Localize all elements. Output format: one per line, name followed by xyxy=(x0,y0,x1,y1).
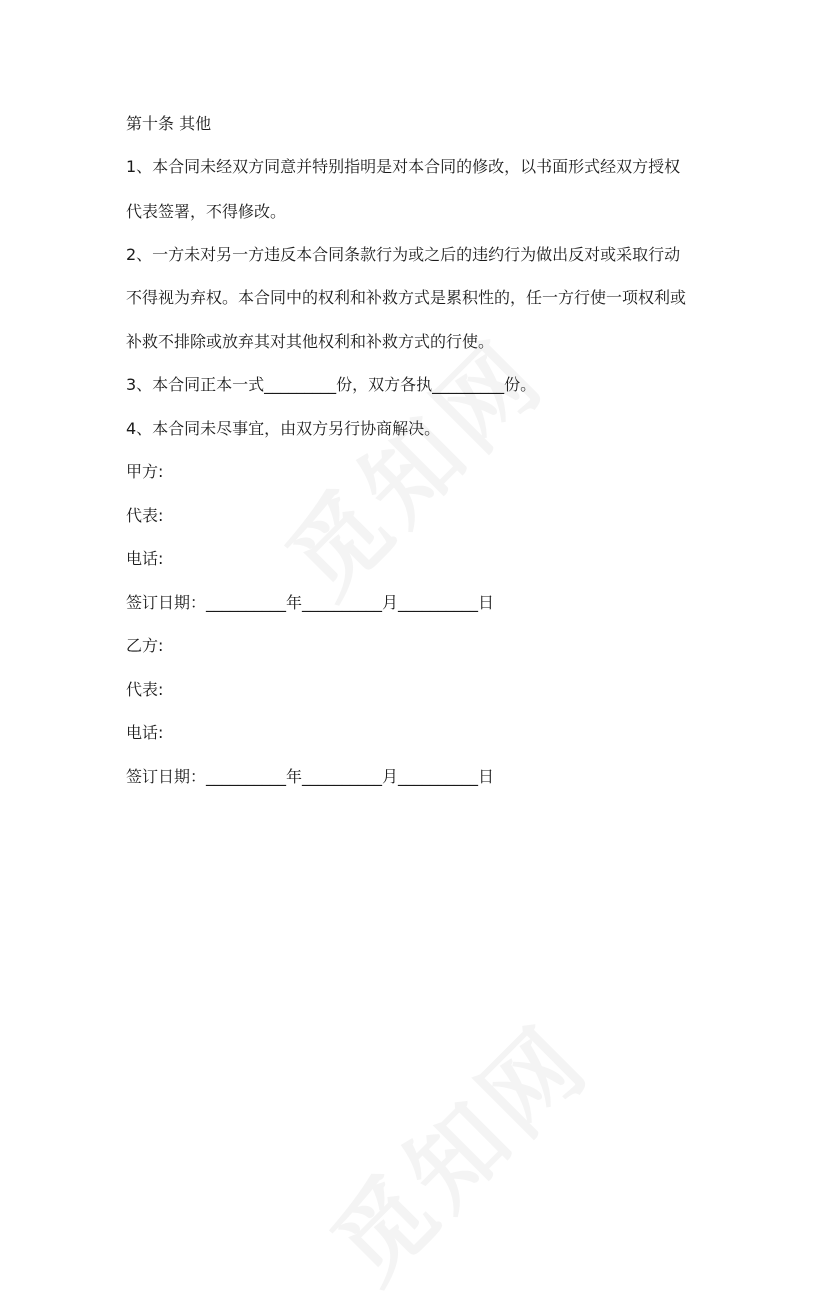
clause-2-line-1: 2、一方未对另一方违反本合同条款行为或之后的违约行为做出反对或采取行动 xyxy=(126,245,681,264)
clause-1-line-2: 代表签署，不得修改。 xyxy=(126,202,287,221)
clause-2-line-2: 不得视为弃权。本合同中的权利和补救方式是累积性的，任一方行使一项权利或 xyxy=(126,288,687,307)
watermark xyxy=(297,990,614,1307)
clause-3-line-1: 3、本合同正本一式_________份，双方各执_________份。 xyxy=(126,375,537,394)
clause-1-line-1: 1、本合同未经双方同意并特别指明是对本合同的修改，以书面形式经双方授权 xyxy=(126,157,681,176)
watermark xyxy=(252,305,569,622)
party-b-sign-date: 签订日期：__________年__________月__________日 xyxy=(126,767,495,786)
section-heading: 第十条 其他 xyxy=(126,114,212,133)
party-a-phone: 电话: xyxy=(126,549,164,568)
party-b-phone: 电话: xyxy=(126,723,164,742)
party-b-representative: 代表: xyxy=(126,680,164,699)
clause-2-line-3: 补救不排除或放弃其对其他权利和补救方式的行使。 xyxy=(126,332,495,351)
party-a-label: 甲方: xyxy=(126,462,164,481)
clause-4-line-1: 4、本合同未尽事宜，由双方另行协商解决。 xyxy=(126,419,441,438)
party-b-label: 乙方: xyxy=(126,636,164,655)
party-a-sign-date: 签订日期：__________年__________月__________日 xyxy=(126,593,495,612)
party-a-representative: 代表: xyxy=(126,506,164,525)
